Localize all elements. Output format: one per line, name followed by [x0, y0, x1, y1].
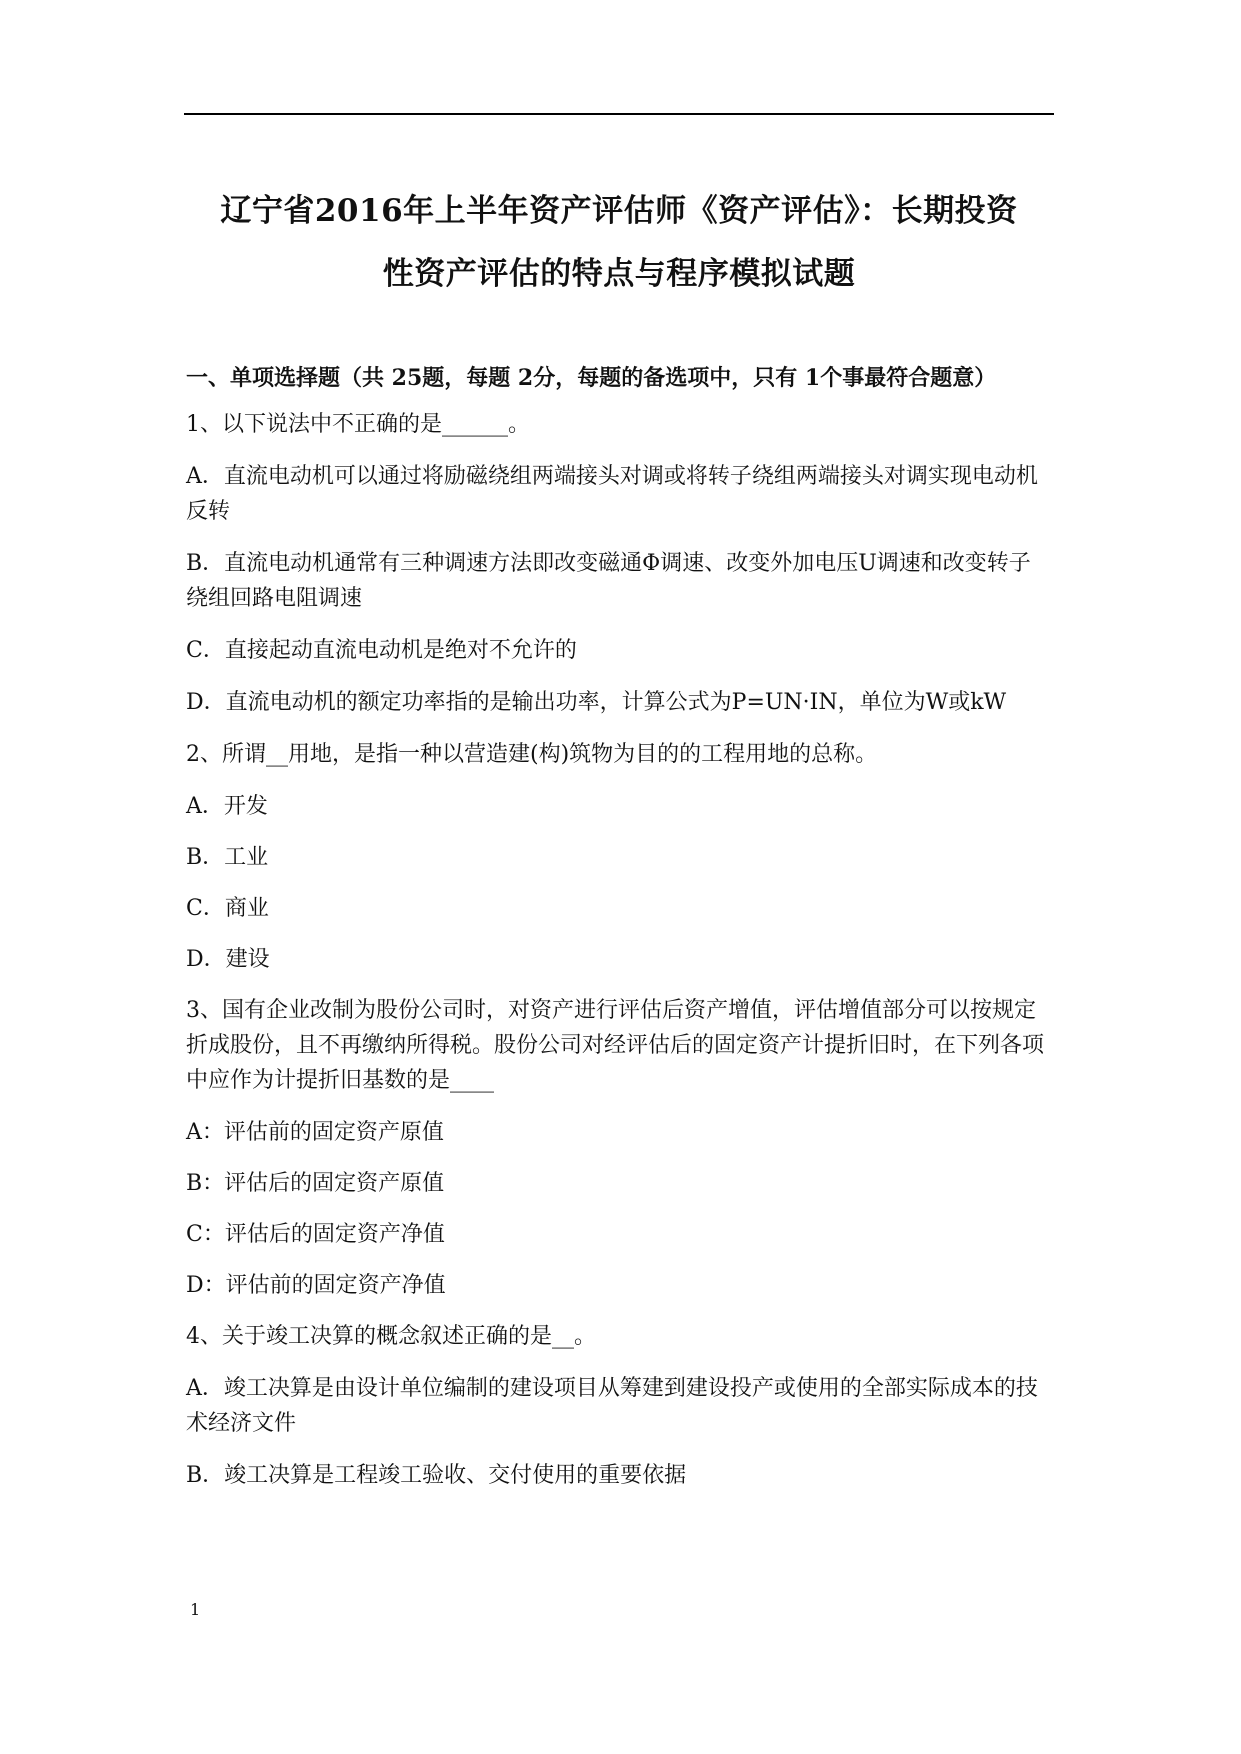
document-body [186, 361, 1052, 1510]
question-2-option-a: A．开发 [186, 794, 268, 819]
question-2: 2、所谓__用地，是指一种以营造建(构)筑物为目的的工程用地的总称。 [186, 742, 878, 767]
question-3: 3、国有企业改制为股份公司时，对资产进行评估后资产增值，评估增值部分可以按规定折成股份，且不再缴纳所得税。股份公司对经评估后的固定资产计提折旧时，在下列各项中应作为计提折旧基数的是____ [186, 998, 1045, 1093]
document-title [184, 180, 1054, 306]
question-4: 4、关于竣工决算的概念叙述正确的是__。 [186, 1324, 596, 1349]
question-3-option-b: B：评估后的固定资产原值 [186, 1171, 445, 1196]
question-1-option-a: A．直流电动机可以通过将励磁绕组两端接头对调或将转子绕组两端接头对调实现电动机反转 [186, 464, 1038, 524]
question-2-option-d: D．建设 [186, 947, 270, 972]
page-number: 1 [190, 1600, 201, 1619]
question-2-option-b: B．工业 [186, 845, 269, 870]
title-line-1: 辽宁省2016年上半年资产评估师《资产评估》：长期投资 [220, 193, 1018, 229]
question-4-option-a: A．竣工决算是由设计单位编制的建设项目从筹建到建设投产或使用的全部实际成本的技术经济文件 [186, 1376, 1038, 1436]
header-rule [184, 113, 1054, 115]
section-heading: 一、单项选择题（共 25题，每题 2分，每题的备选项中，只有 1个事最符合题意） [186, 365, 997, 391]
title-line-2: 性资产评估的特点与程序模拟试题 [382, 256, 856, 292]
question-3-option-c: C：评估后的固定资产净值 [186, 1222, 445, 1247]
question-2-option-c: C．商业 [186, 896, 269, 921]
question-4-option-b: B．竣工决算是工程竣工验收、交付使用的重要依据 [186, 1463, 687, 1488]
question-3-option-d: D：评估前的固定资产净值 [186, 1273, 446, 1298]
question-1-option-c: C．直接起动直流电动机是绝对不允许的 [186, 638, 577, 663]
question-1-option-b: B．直流电动机通常有三种调速方法即改变磁通Φ调速、改变外加电压U调速和改变转子绕组回路电阻调速 [186, 551, 1031, 611]
question-3-option-a: A：评估前的固定资产原值 [186, 1120, 444, 1145]
question-1: 1、以下说法中不正确的是______。 [186, 412, 530, 437]
question-1-option-d: D．直流电动机的额定功率指的是输出功率，计算公式为P=UN·IN，单位为W或kW [186, 690, 1007, 715]
